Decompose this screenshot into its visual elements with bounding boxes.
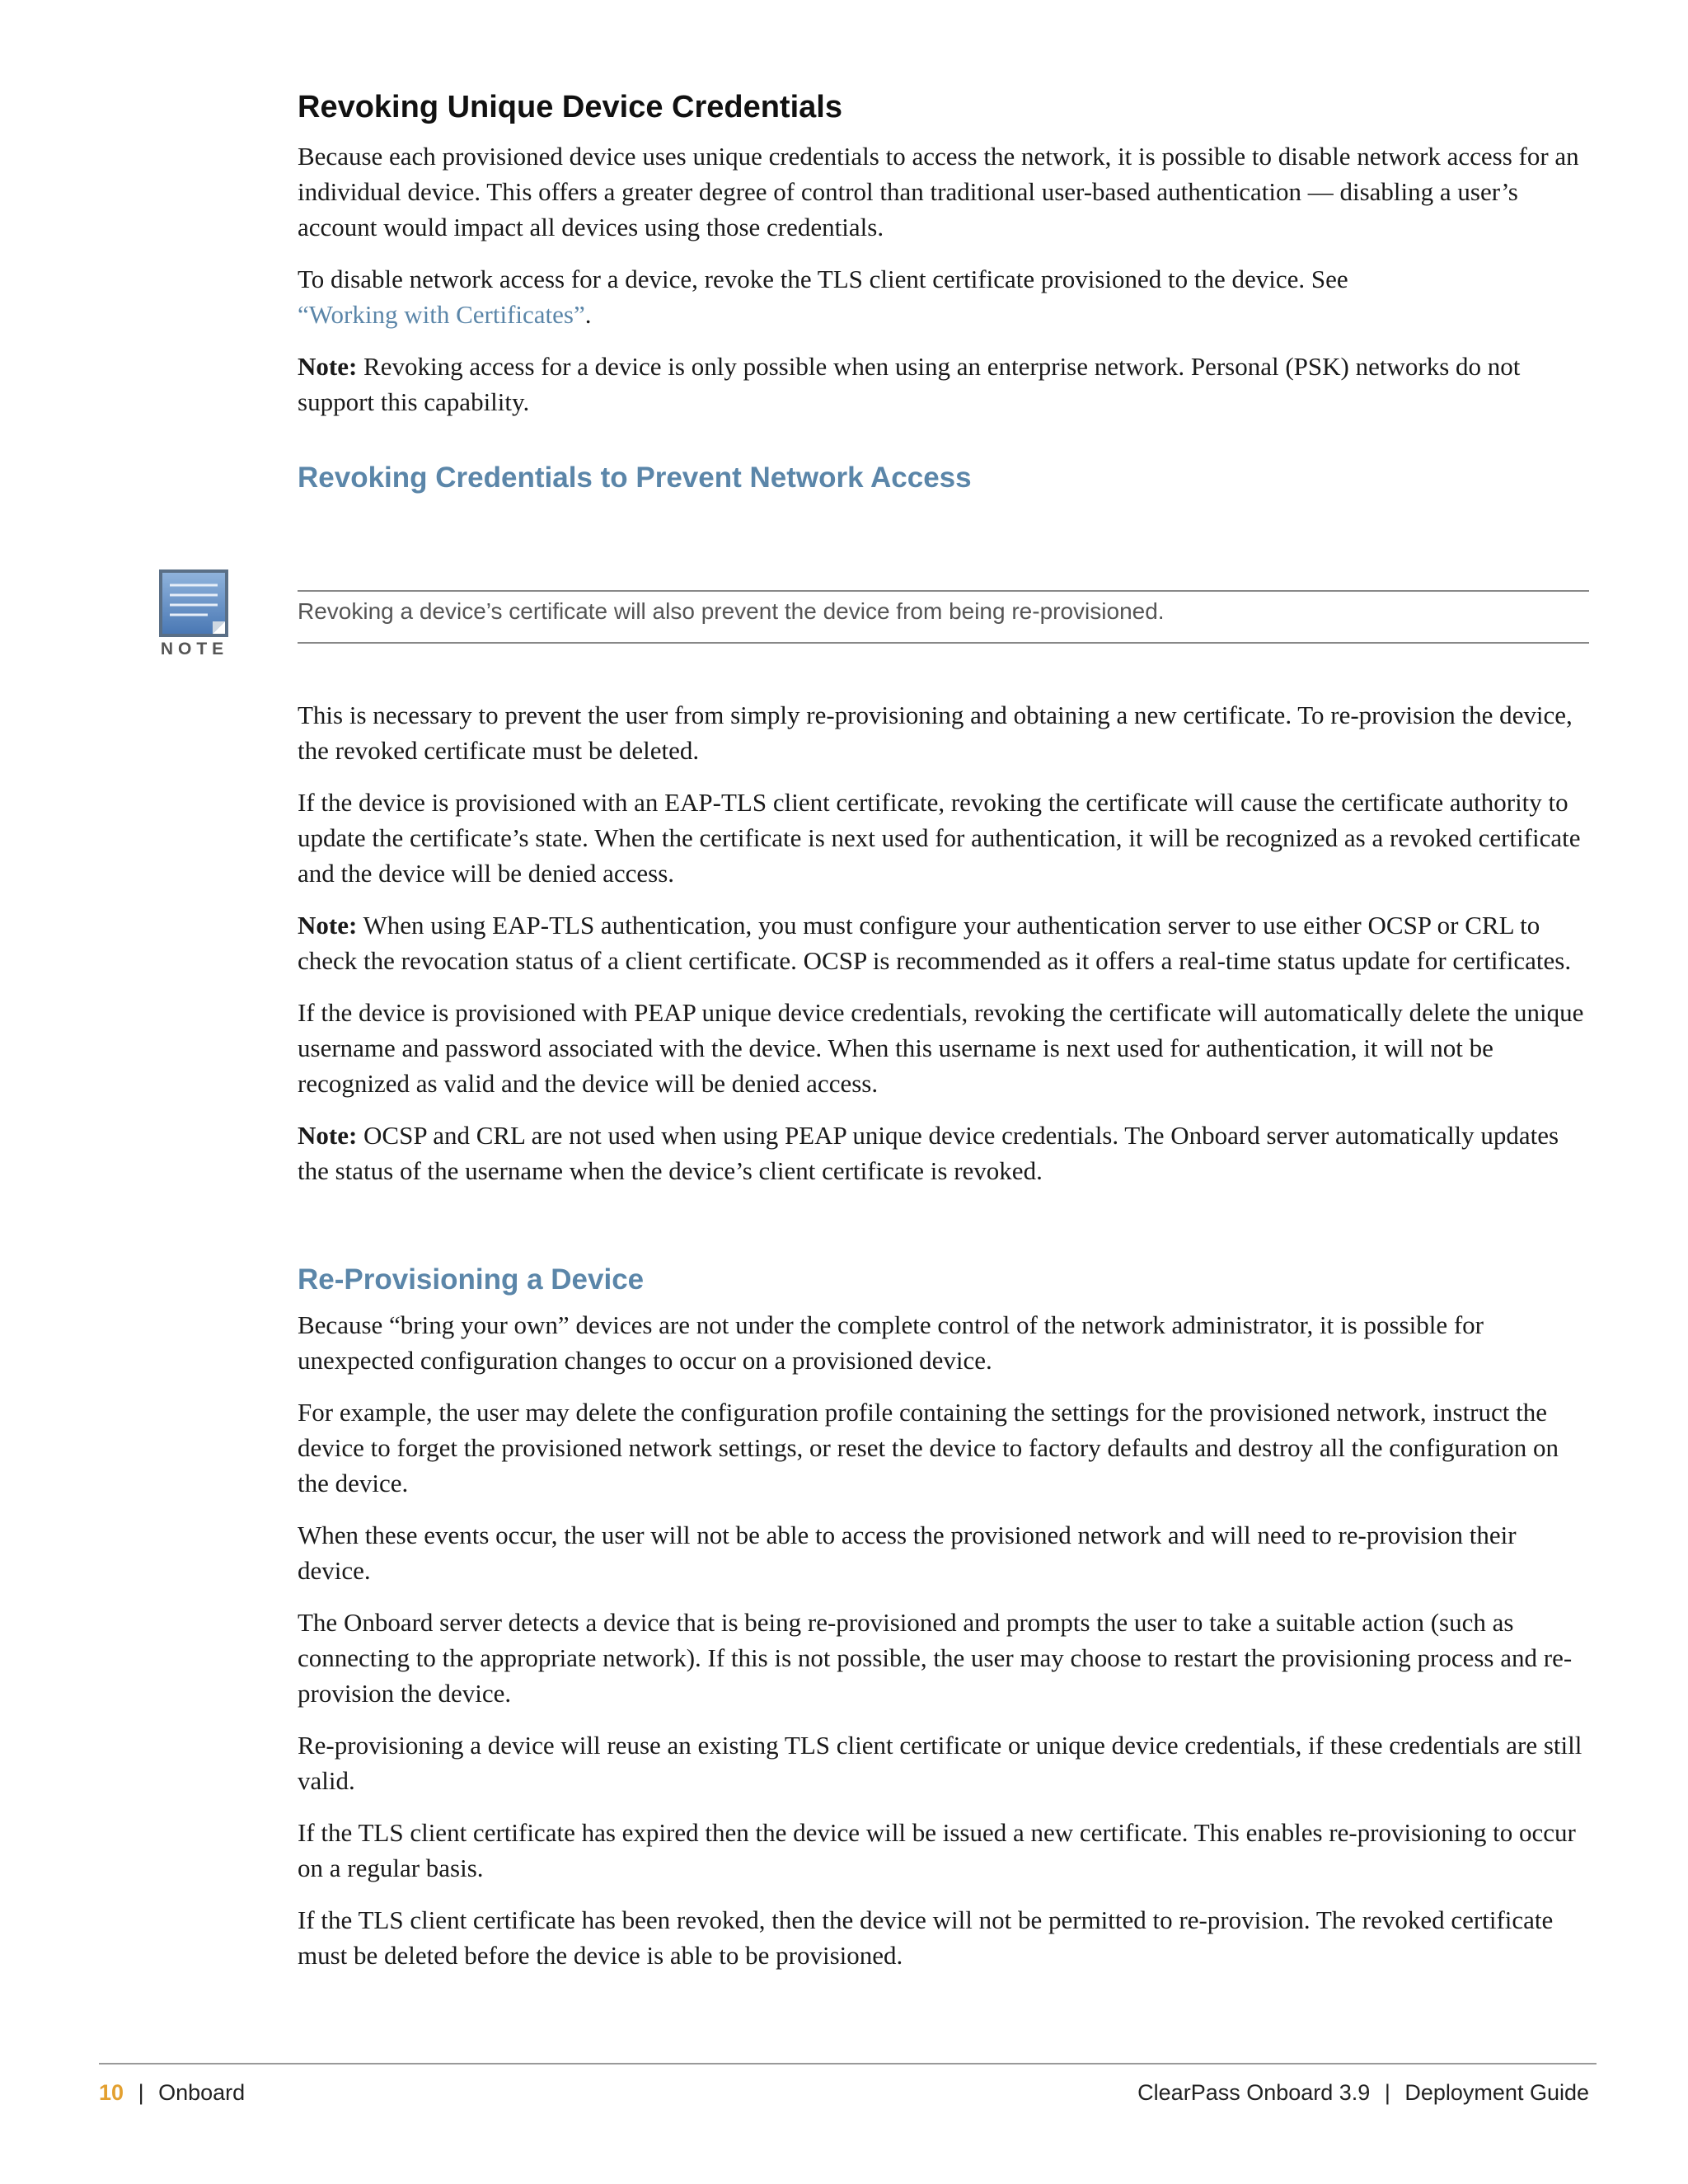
- paragraph: Because “bring your own” devices are not under the complete control of the network administrator, it is possible for unexpected configuration changes to occur on a provisioned device.: [298, 1310, 1484, 1375]
- paragraph: If the TLS client certificate has expired then the device will be issued a new certificate. This enables re-provisioning to occur on a regular basis.: [298, 1818, 1576, 1882]
- footer-chapter: Onboard: [158, 2080, 246, 2105]
- note-paragraph: [298, 349, 1589, 419]
- footer-separator: |: [1384, 2080, 1390, 2105]
- note-text: OCSP and CRL are not used when using PEAP unique device credentials. The Onboard server automatically updates the status of the username when the device’s client certificate is revoked.: [298, 1121, 1559, 1185]
- note-callout: [157, 569, 1591, 668]
- note-label: Note:: [298, 351, 358, 381]
- note-paragraph: [298, 1118, 1589, 1188]
- footer-separator: |: [138, 2080, 144, 2105]
- footer-divider: [99, 2063, 1597, 2064]
- footer-right: [1137, 2080, 1589, 2106]
- note-divider-bottom: [298, 642, 1589, 644]
- page-number: 10: [99, 2080, 124, 2105]
- note-icon: [158, 569, 229, 638]
- section-title: Revoking Unique Device Credentials: [298, 90, 842, 124]
- note-icon-label: NOTE: [160, 640, 229, 658]
- paragraph: If the TLS client certificate has been revoked, then the device will not be permitted to re-provision. The revoked certificate must be deleted before the device is able to be provisioned.: [298, 1905, 1554, 1970]
- paragraph: Re-provisioning a device will reuse an existing TLS client certificate or unique device credentials, if these credentials are still valid.: [298, 1731, 1582, 1795]
- note-text: When using EAP-TLS authentication, you must configure your authentication server to use either OCSP or CRL to check the revocation status of a client certificate. OCSP is recommended as it offers a real-time status update for certificates.: [298, 911, 1572, 975]
- subsection-title: Revoking Credentials to Prevent Network Access: [298, 462, 972, 494]
- note-callout-text: Revoking a device’s certificate will also prevent the device from being re-provisioned.: [298, 598, 1165, 624]
- paragraph: If the device is provisioned with PEAP unique device credentials, revoking the certificate will automatically delete the unique username and password associated with the device. When this username is next used for authentication, it will not be recognized as valid and the device will be denied access.: [298, 998, 1584, 1098]
- paragraph: For example, the user may delete the configuration profile containing the settings for the provisioned network, instruct the device to forget the provisioned network settings, or reset the device to factory defaults and destroy all the configuration on the device.: [298, 1398, 1559, 1497]
- note-text: Revoking access for a device is only possible when using an enterprise network. Personal (PSK) networks do not support this capability.: [298, 351, 1521, 416]
- footer-left: [99, 2080, 245, 2106]
- note-paragraph: [298, 907, 1589, 978]
- paragraph-end: .: [584, 299, 592, 329]
- paragraph: When these events occur, the user will not be able to access the provisioned network and will need to re-provision their device.: [298, 1521, 1517, 1585]
- paragraph: If the device is provisioned with an EAP-TLS client certificate, revoking the certificate will cause the certificate authority to update the certificate’s state. When the certificate is next used for authentication, it will be recognized as a revoked certificate and the device will be denied access.: [298, 788, 1581, 888]
- subsection-title: Re-Provisioning a Device: [298, 1263, 645, 1296]
- paragraph: Because each provisioned device uses unique credentials to access the network, it is possible to disable network access for an individual device. This offers a greater degree of control than traditional user-based authentication — disabling a user’s account would impact all devices using those credentials.: [298, 141, 1579, 241]
- paragraph: [298, 261, 1589, 332]
- note-label: Note:: [298, 911, 358, 940]
- section-revoking-unique-credentials: [298, 89, 1589, 436]
- paragraph-text: To disable network access for a device, revoke the TLS client certificate provisioned to the device. See: [298, 264, 1348, 293]
- working-with-certificates-link[interactable]: “Working with Certificates”: [298, 299, 585, 329]
- note-label: Note:: [298, 1121, 358, 1150]
- note-divider-top: [298, 590, 1589, 592]
- section-revoking-credentials-heading: [298, 461, 1589, 495]
- footer-doc-title: Deployment Guide: [1404, 2080, 1589, 2105]
- section-re-provisioning: [298, 1263, 1589, 1990]
- paragraph: The Onboard server detects a device that is being re-provisioned and prompts the user to take a suitable action (such as connecting to the appropriate network). If this is not possible, the user may choose to restart the provisioning process and re-provision the device.: [298, 1608, 1573, 1708]
- paragraph: This is necessary to prevent the user from simply re-provisioning and obtaining a new certificate. To re-provision the device, the revoked certificate must be deleted.: [298, 701, 1573, 765]
- footer-product: ClearPass Onboard 3.9: [1137, 2080, 1371, 2105]
- section-revoking-credentials-body: [298, 697, 1589, 1205]
